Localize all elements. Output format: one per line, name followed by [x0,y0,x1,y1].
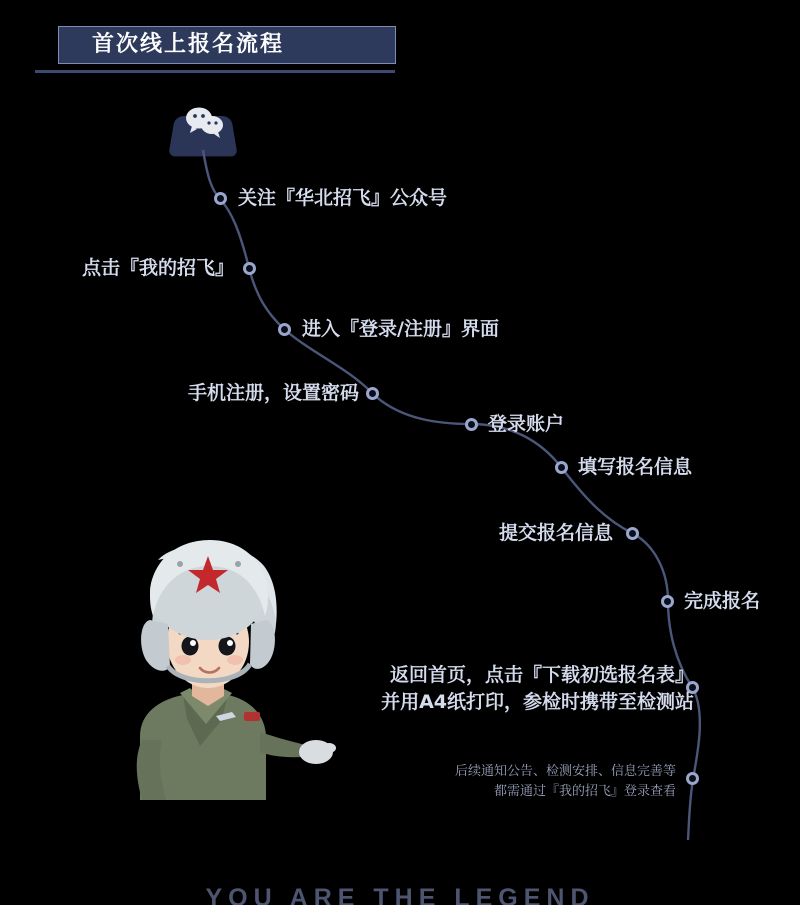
step-4-dot[interactable] [366,387,379,400]
step-10-dot[interactable] [686,772,699,785]
footer-slogan: YOU ARE THE LEGEND [205,884,595,905]
step-10-label-line1: 后续通知公告、检测安排、信息完善等 [454,764,676,779]
step-9-label-line2: 并用A4纸打印，参检时携带至检测站 [381,691,694,713]
step-6-dot[interactable] [555,461,568,474]
step-9-label-line1: 返回首页，点击『下载初选报名表』 [389,664,694,686]
step-10-label-line2: 都需通过『我的招飞』登录查看 [493,784,676,799]
header-underline [35,70,395,73]
step-7-dot[interactable] [626,527,639,540]
step-2-dot[interactable] [243,262,256,275]
step-3-label: 进入『登录/注册』界面 [302,318,499,340]
pilot-illustration [88,500,338,800]
step-8-label: 完成报名 [684,590,761,612]
step-1-label: 关注『华北招飞』公众号 [238,187,448,209]
step-3-dot[interactable] [278,323,291,336]
step-10-label [455,762,676,802]
wechat-glyph [182,105,226,139]
step-9-label [381,662,694,716]
step-2-label: 点击『我的招飞』 [81,257,234,279]
step-7-label: 提交报名信息 [498,522,613,544]
page-title: 首次线上报名流程 [92,32,285,57]
step-4-label: 手机注册，设置密码 [187,382,359,404]
wechat-icon [172,103,234,155]
step-5-label: 登录账户 [488,413,565,435]
step-6-label: 填写报名信息 [578,456,693,478]
step-5-dot[interactable] [465,418,478,431]
step-8-dot[interactable] [661,595,674,608]
step-1-dot[interactable] [214,192,227,205]
